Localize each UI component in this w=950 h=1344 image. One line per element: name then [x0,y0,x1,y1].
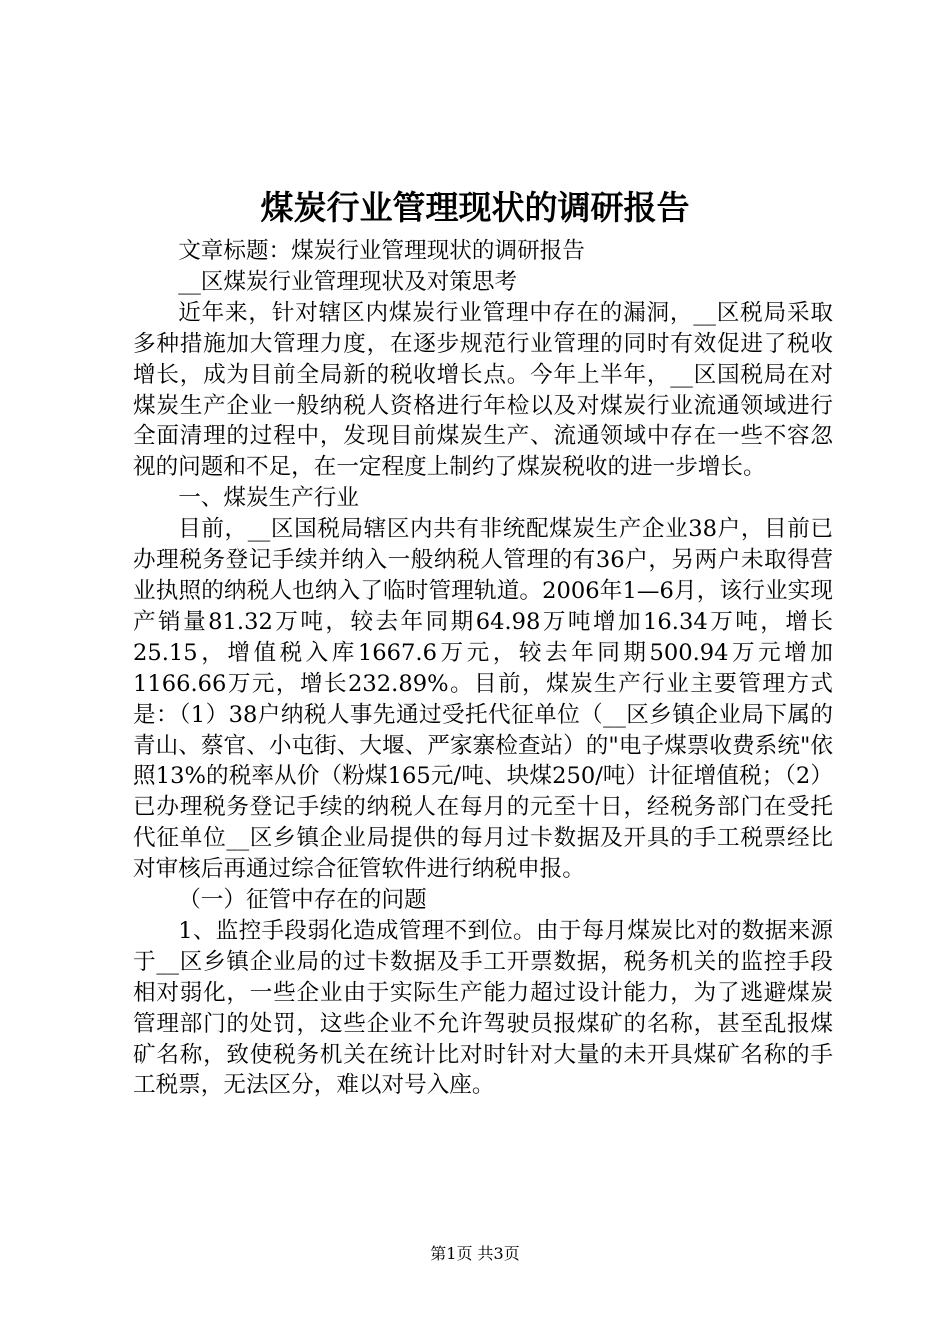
document-body [133,236,833,1101]
article-title-line: 文章标题：煤炭行业管理现状的调研报告 [178,238,585,264]
document-title: 煤炭行业管理现状的调研报告 [260,188,690,227]
body-paragraph: 近年来，针对辖区内煤炭行业管理中存在的漏洞，__区税局采取多种措施加大管理力度，在逐步规范行业管理的同时有效促进了税收增长，成为目前全局新的税收增长点。今年上半年，__区国税局在对煤炭生产企业一般纳税人资格进行年检以及对煤炭行业流通领域进行全面清理的过程中，发现目前煤炭生产、流通领域中存在一些不容忽视的问题和不足，在一定程度上制约了煤炭税收的进一步增长。 [133,299,833,481]
page-footer: 第1页 共3页 [430,1244,520,1263]
section-heading: 一、煤炭生产行业 [178,485,359,512]
body-paragraph: 1、监控手段弱化造成管理不到位。由于每月煤炭比对的数据来源于__区乡镇企业局的过卡数据及手工开票数据，税务机关的监控手段相对弱化，一些企业由于实际生产能力超过设计能力，为了逃避煤炭管理部门的处罚，这些企业不允许驾驶员报煤矿的名称，甚至乱报煤矿名称，致使税务机关在统计比对时针对大量的未开具煤矿名称的手工税票，无法区分，难以对号入座。 [133,917,833,1099]
body-paragraph: 目前，__区国税局辖区内共有非统配煤炭生产企业38户，目前已办理税务登记手续并纳入一般纳税人管理的有36户，另两户未取得营业执照的纳税人也纳入了临时管理轨道。2006年1—6月，该行业实现产销量81.32万吨，较去年同期64.98万吨增加16.34万吨，增长25.15，增值税入库1667.6万元，较去年同期500.94万元增加1166.66万元，增长232.89%。目前，煤炭生产行业主要管理方式是：（1）38户纳税人事先通过受托代征单位（__区乡镇企业局下属的青山、蔡官、小屯街、大堰、严家寨检查站）的"电子煤票收费系统"依照13%的税率从价（粉煤165元/吨、块煤250/吨）计征增值税；（2）已办理税务登记手续的纳税人在每月的元至十日，经税务部门在受托代征单位__区乡镇企业局提供的每月过卡数据及开具的手工税票经比对审核后再通过综合征管软件进行纳税申报。 [133,516,833,883]
subsection-heading: （一）征管中存在的问题 [178,887,427,914]
subtitle-line: __区煤炭行业管理现状及对策思考 [178,268,518,295]
